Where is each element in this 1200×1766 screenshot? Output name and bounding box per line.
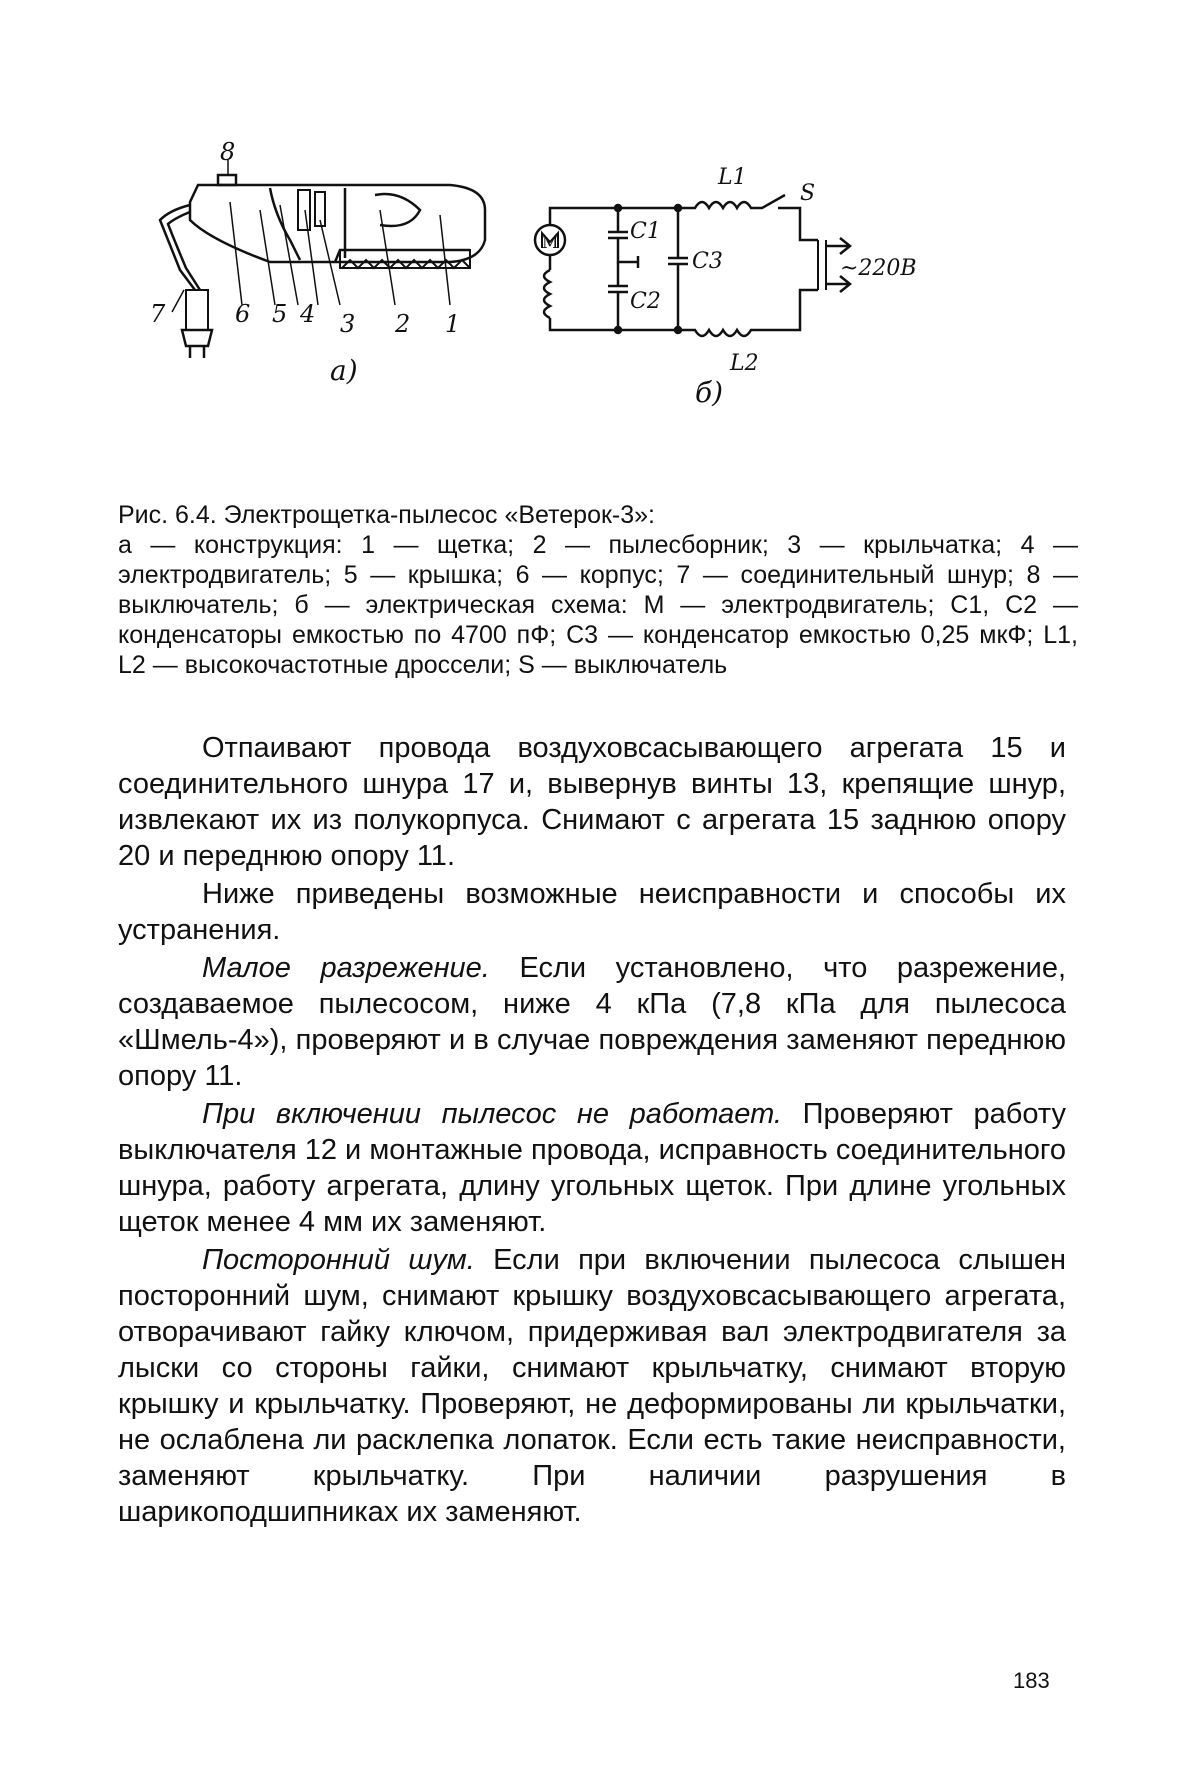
- caption-body: а — конструкция: 1 — щетка; 2 — пылесборник; 3 — крыльчатка; 4 — электродвигатель; 5 — крышка; 6 — корпус; 7 — соединительный шнур; 8 — выключатель; б — электрическая схема: М — электродвигатель; С1, С2 — конденсаторы емкостью по 4700 пФ; С3 — конденсатор емкостью 0,25 мкФ; L1, L2 — высокочастотные дроссели; S — выключатель: [118, 531, 1078, 679]
- motor-label: M: [542, 233, 559, 252]
- part-label-3: 3: [340, 310, 356, 338]
- subfig-label-a: а): [330, 354, 358, 387]
- figure-caption: [118, 500, 1078, 680]
- part-label-4: 4: [300, 300, 316, 328]
- c1-label: C1: [630, 219, 661, 244]
- part-label-5: 5: [272, 300, 288, 328]
- body-text: [118, 730, 1066, 1532]
- paragraph: [118, 876, 1066, 948]
- subfig-label-b: б): [695, 376, 724, 409]
- paragraph-lead: При включении пылесос не работает.: [202, 1098, 782, 1130]
- paragraph-text: Ниже приведены возможные неисправности и способы их устранения.: [118, 878, 1066, 946]
- figure-6-4: [150, 140, 1050, 470]
- paragraph: [118, 950, 1066, 1094]
- l1-label: L1: [718, 165, 747, 190]
- c2-label: C2: [630, 289, 661, 314]
- l2-label: L2: [730, 351, 759, 376]
- part-label-8: 8: [220, 140, 236, 166]
- paragraph-text: Отпаивают провода воздуховсасывающего агрегата 15 и соединительного шнура 17 и, вывернув винты 13, крепящие шнур, извлекают их из полукорпуса. Снимают с агрегата 15 заднюю опору 20 и переднюю опору 11.: [118, 732, 1066, 872]
- paragraph-lead: Посторонний шум.: [202, 1244, 475, 1276]
- paragraph: [118, 1242, 1066, 1530]
- vacuum-drawing: [160, 160, 485, 358]
- c3-label: C3: [692, 249, 723, 274]
- figure-drawing: [150, 140, 1050, 470]
- part-label-1: 1: [445, 310, 461, 338]
- part-label-7: 7: [150, 300, 166, 328]
- paragraph-text: Проверяют работу выключателя 12 и монтажные провода, исправность соединительного шнура, работу агрегата, длину угольных щеток. При длине угольных щеток менее 4 мм их заменяют.: [118, 1098, 1067, 1238]
- voltage-label: ~220В: [840, 256, 917, 281]
- paragraph: [118, 1096, 1066, 1240]
- paragraph-lead: Малое разрежение.: [202, 952, 490, 984]
- part-label-2: 2: [395, 310, 411, 338]
- paragraph-text: Если установлено, что разрежение, создаваемое пылесосом, ниже 4 кПа (7,8 кПа для пылесоса «Шмель-4»), проверяют и в случае повреждения заменяют переднюю опору 11.: [118, 952, 1067, 1092]
- paragraph: [118, 730, 1066, 874]
- switch-s-label: S: [800, 181, 816, 206]
- caption-title: Рис. 6.4. Электрощетка-пылесос «Ветерок-3»:: [118, 501, 655, 529]
- page-number: 183: [1013, 1668, 1050, 1693]
- part-label-6: 6: [235, 300, 251, 328]
- paragraph-text: Если при включении пылесоса слышен посторонний шум, снимают крышку воздуховсасывающего агрегата, отворачивают гайку ключом, придерживая вал электродвигателя за лыски со стороны гайки, снимают крыльчатку, снимают вторую крышку и крыльчатку. Проверяют, не деформированы ли крыльчатки, не ослаблена ли расклепка лопаток. Если есть такие неисправности, заменяют крыльчатку. При наличии разрушения в шарикоподшипниках их заменяют.: [118, 1244, 1066, 1528]
